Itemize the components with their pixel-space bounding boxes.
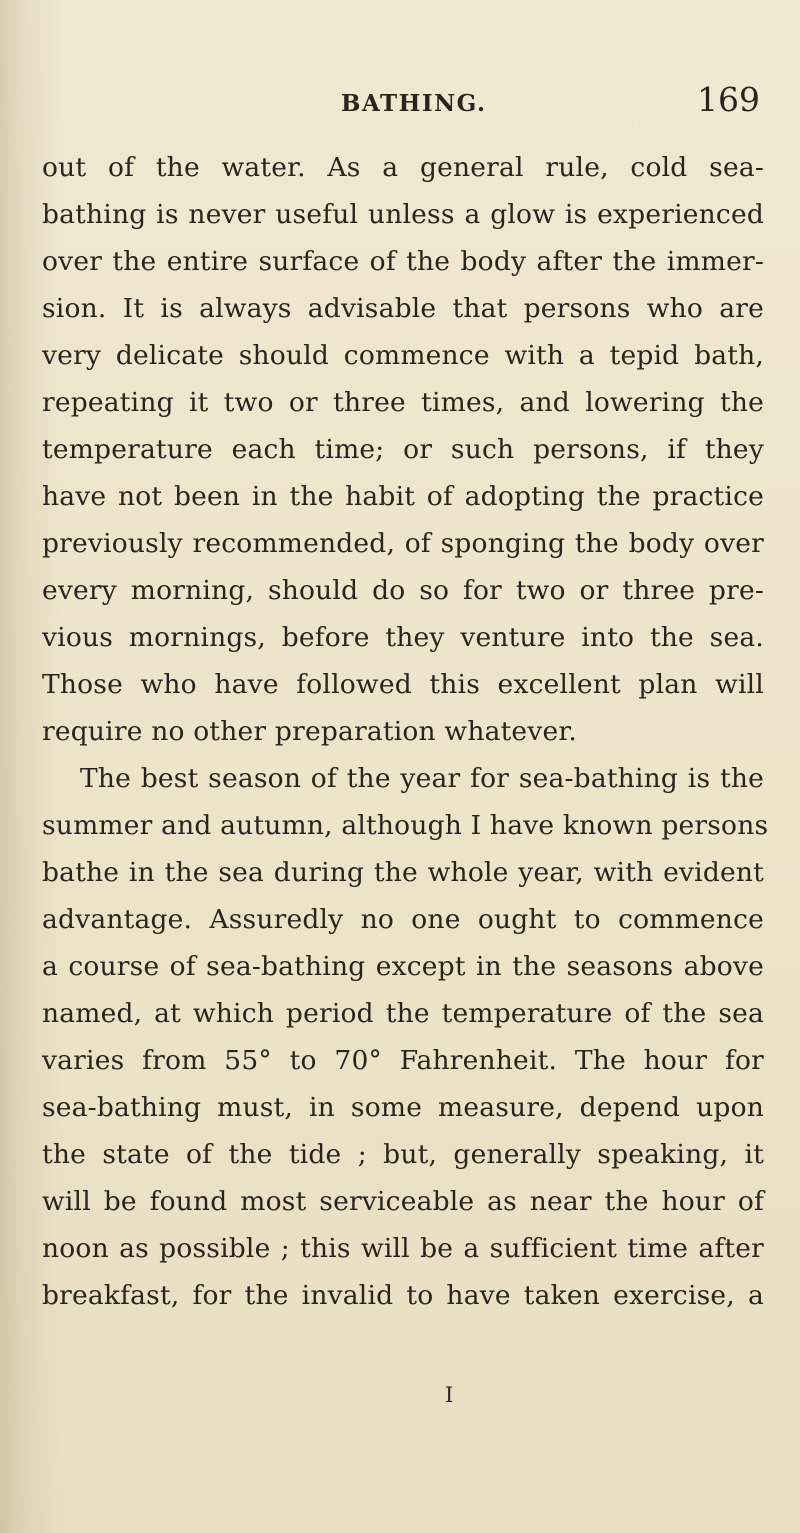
running-head: BATHING. xyxy=(341,90,487,117)
text-line: repeating it two or three times, and lowering the xyxy=(42,387,764,418)
text-line: bathe in the sea during the whole year, with evident xyxy=(42,857,764,888)
text-line: sea-bathing must, in some measure, depend upon xyxy=(42,1092,764,1123)
text-line: every morning, should do so for two or three pre- xyxy=(42,575,764,606)
text-line: will be found most serviceable as near the hour of xyxy=(42,1186,764,1217)
text-line: a course of sea-bathing except in the seasons above xyxy=(42,951,764,982)
text-line: temperature each time; or such persons, if they xyxy=(42,434,764,465)
text-line: noon as possible ; this will be a sufficient time after xyxy=(42,1233,764,1264)
text-line: out of the water. As a general rule, cold sea- xyxy=(42,152,764,183)
page-number: 169 xyxy=(697,80,760,119)
text-line: Those who have followed this excellent plan will xyxy=(42,669,764,700)
text-line: previously recommended, of sponging the body over xyxy=(42,528,764,559)
text-line: vious mornings, before they venture into the sea. xyxy=(42,622,764,653)
text-line: advantage. Assuredly no one ought to commence xyxy=(42,904,764,935)
signature-mark: I xyxy=(445,1383,454,1407)
text-line: over the entire surface of the body after the immer- xyxy=(42,246,764,277)
text-line: have not been in the habit of adopting the practice xyxy=(42,481,764,512)
text-line: varies from 55° to 70° Fahrenheit. The hour for xyxy=(42,1045,764,1076)
page-header xyxy=(0,80,800,126)
text-line: the state of the tide ; but, generally speaking, it xyxy=(42,1139,764,1170)
body-text xyxy=(42,144,769,1319)
text-line: summer and autumn, although I have known persons xyxy=(42,810,769,841)
text-line: The best season of the year for sea-bathing is the xyxy=(80,763,764,794)
text-line: bathing is never useful unless a glow is experienced xyxy=(42,199,764,230)
text-line: breakfast, for the invalid to have taken exercise, a xyxy=(42,1280,764,1311)
text-line: require no other preparation whatever. xyxy=(42,716,577,747)
text-line: very delicate should commence with a tepid bath, xyxy=(42,340,764,371)
text-line: named, at which period the temperature of the sea xyxy=(42,998,764,1029)
text-line: sion. It is always advisable that persons who are xyxy=(42,293,764,324)
